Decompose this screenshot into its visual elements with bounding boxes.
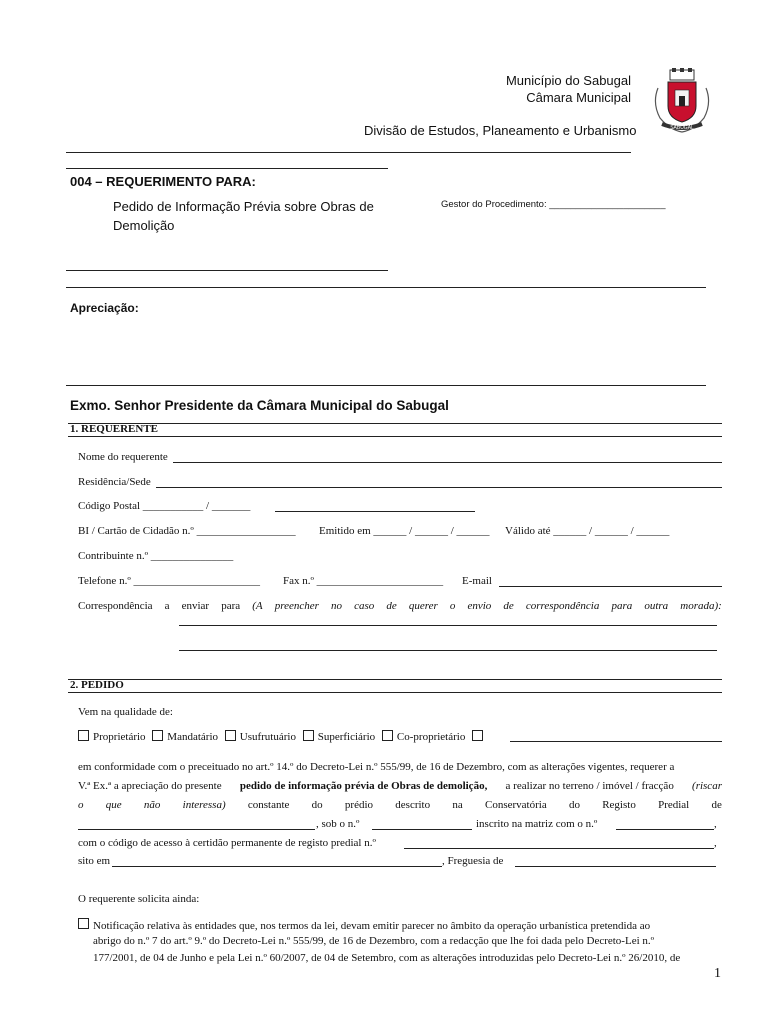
located-at-field[interactable] xyxy=(112,866,442,867)
corr-italic-word: o xyxy=(449,600,456,612)
paragraph-italic-word: não xyxy=(143,799,161,811)
paragraph-bold-text: pedido de informação prévia de Obras de demolição, xyxy=(239,780,488,792)
residence-label: Residência/Sede xyxy=(78,476,151,488)
applicant-name-field[interactable] xyxy=(173,462,722,463)
email-field[interactable] xyxy=(499,586,722,587)
correspondence-line xyxy=(78,600,722,612)
paragraph-word: prédio xyxy=(344,799,374,811)
checkbox-agent[interactable] xyxy=(152,731,218,743)
corr-italic-word: caso xyxy=(354,600,375,612)
registry-number-label: , sob o n.º xyxy=(316,818,360,830)
id-card-field[interactable]: BI / Cartão de Cidadão n.º __________________ xyxy=(78,525,296,537)
paragraph-word: Registo xyxy=(602,799,636,811)
checkbox-square-icon[interactable] xyxy=(78,730,89,741)
corr-italic-word: correspondência xyxy=(525,600,600,612)
section-pedido-title: 2. PEDIDO xyxy=(70,679,124,691)
checkbox-label: Co-proprietário xyxy=(396,731,466,743)
appreciation-area[interactable] xyxy=(70,318,706,382)
corr-italic-word: para xyxy=(611,600,633,612)
matrix-number-field[interactable] xyxy=(616,829,714,830)
corr-italic-word: morada): xyxy=(680,600,722,612)
other-quality-field[interactable] xyxy=(510,741,722,742)
corr-word: para xyxy=(221,600,241,612)
postal-locality-field[interactable] xyxy=(275,511,475,512)
checkbox-notification[interactable] xyxy=(78,918,89,929)
request-subject-line1: Pedido de Informação Prévia sobre Obras de xyxy=(113,199,374,214)
quality-checkboxes xyxy=(78,730,487,743)
email-label: E-mail xyxy=(462,575,492,587)
registry-number-field[interactable] xyxy=(372,829,472,830)
paragraph-word: na xyxy=(452,799,463,811)
checkbox-co-owner[interactable] xyxy=(382,731,465,743)
checkbox-square-icon[interactable] xyxy=(303,730,314,741)
corr-italic-word: querer xyxy=(408,600,438,612)
comma-text: , xyxy=(714,837,717,849)
paragraph-text: em conformidade com o preceituado no art.º 14.º do Decreto-Lei n.º 555/99, de 16 de Dezembro, com as alterações vigentes, requerer a xyxy=(78,761,675,773)
request-paragraph-line1 xyxy=(78,761,722,773)
corr-italic-word: outra xyxy=(644,600,669,612)
notification-line1 xyxy=(78,918,722,932)
section-requerente-header xyxy=(68,423,722,437)
paragraph-text: V.ª Ex.ª a apreciação do presente xyxy=(78,780,222,792)
title-rule-bottom xyxy=(66,270,388,271)
quality-label: Vem na qualidade de: xyxy=(78,706,173,718)
parish-field[interactable] xyxy=(515,866,716,867)
fax-field[interactable]: Fax n.º _______________________ xyxy=(283,575,444,587)
corr-italic-word: de xyxy=(503,600,514,612)
appreciation-rule-top xyxy=(66,287,706,288)
section-pedido-header xyxy=(68,679,722,693)
corr-italic-word: preencher xyxy=(274,600,319,612)
correspondence-address-line1[interactable] xyxy=(179,625,717,626)
request-subject-line2: Demolição xyxy=(113,218,175,233)
checkbox-square-icon[interactable] xyxy=(382,730,393,741)
checkbox-owner[interactable] xyxy=(78,731,146,743)
taxpayer-field[interactable]: Contribuinte n.º _______________ xyxy=(78,550,234,562)
paragraph-word: de xyxy=(711,799,722,811)
applicant-name-label: Nome do requerente xyxy=(78,451,168,463)
chamber-name: Câmara Municipal xyxy=(526,90,631,105)
corr-word: a xyxy=(164,600,170,612)
phone-field[interactable]: Telefone n.º _______________________ xyxy=(78,575,260,587)
postal-code-field[interactable]: Código Postal ___________ / _______ xyxy=(78,500,251,512)
comma-text: , xyxy=(714,818,717,830)
matrix-number-label: inscrito na matriz com o n.º xyxy=(476,818,598,830)
residence-field[interactable] xyxy=(156,487,722,488)
issued-date-field[interactable]: Emitido em ______ / ______ / ______ xyxy=(319,525,490,537)
paragraph-italic-text: (riscar xyxy=(692,780,722,792)
notification-line3: 177/2001, de 04 de Junho e pela Lei n.º 60/2007, de 04 de Setembro, com as alterações introduzidas pelo Decreto-Lei n.º 26/2010, de xyxy=(93,952,681,964)
checkbox-label: Mandatário xyxy=(167,731,218,743)
section-requerente-title: 1. REQUERENTE xyxy=(70,423,159,435)
paragraph-italic-word: interessa) xyxy=(182,799,226,811)
checkbox-usufructuary[interactable] xyxy=(225,731,296,743)
paragraph-text: a realizar no terreno / imóvel / fracção xyxy=(505,780,674,792)
page-number: 1 xyxy=(714,966,721,981)
parish-label: , Freguesia de xyxy=(442,855,504,867)
header-block xyxy=(420,72,631,106)
registry-location-field[interactable] xyxy=(78,829,315,830)
corr-word: Correspondência xyxy=(78,600,153,612)
municipal-crest-icon xyxy=(650,68,714,136)
paragraph-word: descrito xyxy=(395,799,431,811)
paragraph-word: constante xyxy=(247,799,290,811)
paragraph-italic-word: que xyxy=(105,799,122,811)
appreciation-label: Apreciação: xyxy=(70,301,139,315)
request-code-title: 004 – REQUERIMENTO PARA: xyxy=(70,174,256,189)
division-name: Divisão de Estudos, Planeamento e Urbanismo xyxy=(364,123,637,138)
access-code-field[interactable] xyxy=(404,848,714,849)
access-code-label: com o código de acesso à certidão permanente de registo predial n.º xyxy=(78,837,376,849)
request-subject xyxy=(113,197,374,235)
paragraph-word: do xyxy=(568,799,580,811)
checkbox-square-icon[interactable] xyxy=(152,730,163,741)
checkbox-other[interactable] xyxy=(472,731,487,743)
corr-italic-word: envio xyxy=(467,600,492,612)
corr-word: enviar xyxy=(181,600,210,612)
checkbox-label: Usufrutuário xyxy=(239,731,296,743)
paragraph-word: Conservatória xyxy=(485,799,547,811)
corr-italic-word: (A xyxy=(252,600,263,612)
svg-text:SABUGAL: SABUGAL xyxy=(670,125,694,131)
checkbox-square-icon[interactable] xyxy=(225,730,236,741)
paragraph-word: Predial xyxy=(658,799,690,811)
notification-line2: abrigo do n.º 7 do art.º 9.º do Decreto-Lei n.º 555/99, de 16 de Dezembro, com a redacção que lhe foi dada pelo Decreto-Lei n.º xyxy=(93,935,655,947)
checkbox-label: Superficiário xyxy=(317,731,376,743)
located-at-label: sito em xyxy=(78,855,111,867)
appreciation-rule-bottom xyxy=(66,385,706,386)
paragraph-word: do xyxy=(311,799,323,811)
notification-text: Notificação relativa às entidades que, nos termos da lei, devam emitir parecer no âmbito da operação urbanística pretendida ao xyxy=(93,920,651,932)
checkbox-label: Proprietário xyxy=(93,731,146,743)
corr-italic-word: de xyxy=(386,600,397,612)
municipality-name: Município do Sabugal xyxy=(505,73,631,88)
checkbox-square-icon[interactable] xyxy=(472,730,483,741)
corr-italic-word: no xyxy=(330,600,342,612)
procedure-manager-field[interactable]: Gestor do Procedimento: ______________________ xyxy=(441,199,666,210)
valid-until-field[interactable]: Válido até ______ / ______ / ______ xyxy=(505,525,670,537)
request-paragraph-line2 xyxy=(78,780,722,792)
correspondence-address-line2[interactable] xyxy=(179,650,717,651)
header-rule xyxy=(66,152,631,153)
also-requests-label: O requerente solicita ainda: xyxy=(78,893,200,905)
paragraph-italic-word: o xyxy=(78,799,84,811)
request-paragraph-line3 xyxy=(78,799,722,811)
title-rule-top xyxy=(66,168,388,169)
addressee: Exmo. Senhor Presidente da Câmara Municipal do Sabugal xyxy=(70,398,449,413)
checkbox-superficiary[interactable] xyxy=(303,731,375,743)
